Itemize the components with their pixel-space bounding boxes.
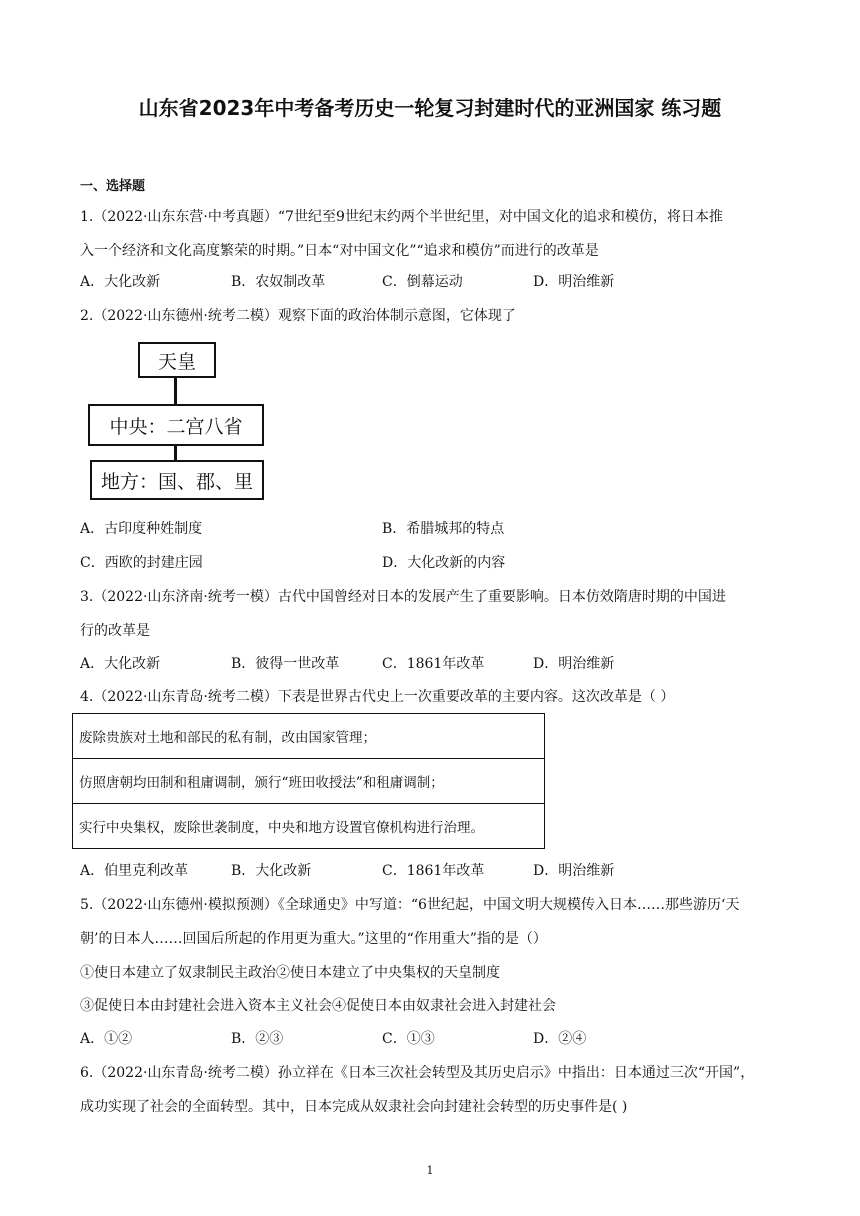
table-cell: 废除贵族对土地和部民的私有制，改由国家管理； xyxy=(73,714,545,759)
q2-option-b[interactable]: B．希腊城邦的特点 xyxy=(382,521,505,537)
table-row xyxy=(73,804,545,849)
q5-statement-line2: ③促使日本由封建社会进入资本主义社会④促使日本由奴隶社会进入封建社会 xyxy=(80,998,556,1014)
reform-content-table xyxy=(72,713,545,849)
q3-option-d[interactable]: D．明治维新 xyxy=(533,656,615,672)
q6-stem-line2: 成功实现了社会的全面转型。其中，日本完成从奴隶社会向封建社会转型的历史事件是( ) xyxy=(80,1099,628,1115)
q3-stem-line2: 行的改革是 xyxy=(80,623,150,639)
q4-option-c[interactable]: C．1861年改革 xyxy=(382,863,485,879)
diagram-connector xyxy=(174,376,177,406)
table-row xyxy=(73,759,545,804)
q5-stem-line2: 朝’的日本人……回国后所起的作用更为重大。”这里的“作用重大”指的是（） xyxy=(80,931,547,947)
table-cell: 仿照唐朝均田制和租庸调制，颁行“班田收授法”和租庸调制； xyxy=(73,759,545,804)
q5-statement-line1: ①使日本建立了奴隶制民主政治②使日本建立了中央集权的天皇制度 xyxy=(80,965,500,981)
q5-option-c[interactable]: C．①③ xyxy=(382,1031,435,1047)
q4-stem-line1: 4.（2022·山东青岛·统考二模）下表是世界古代史上一次重要改革的主要内容。这次改革是（ ） xyxy=(80,689,675,705)
q3-option-b[interactable]: B．彼得一世改革 xyxy=(231,656,340,672)
diagram-box-emperor: 天皇 xyxy=(138,342,216,378)
page-number: 1 xyxy=(426,1164,434,1177)
q5-option-a[interactable]: A．①② xyxy=(80,1031,133,1047)
diagram-box-central: 中央：二宫八省 xyxy=(88,404,264,446)
q1-stem-line1: 1.（2022·山东东营·中考真题）“7世纪至9世纪末约两个半世纪里，对中国文化的追求和模仿，将日本推 xyxy=(80,209,723,225)
q1-stem-line2: 入一个经济和文化高度繁荣的时期。”日本“对中国文化”“追求和模仿”而进行的改革是 xyxy=(80,243,599,259)
q5-option-d[interactable]: D．②④ xyxy=(533,1031,587,1047)
page-title: 山东省2023年中考备考历史一轮复习封建时代的亚洲国家 练习题 xyxy=(138,96,722,120)
q1-option-c[interactable]: C．倒幕运动 xyxy=(382,274,463,290)
q2-option-d[interactable]: D．大化改新的内容 xyxy=(382,555,506,571)
q6-stem-line1: 6.（2022·山东青岛·统考二模）孙立祥在《日本三次社会转型及其历史启示》中指出：日本通过三次“开国”， xyxy=(80,1065,755,1081)
q5-option-b[interactable]: B．②③ xyxy=(231,1031,284,1047)
q3-stem-line1: 3.（2022·山东济南·统考一模）古代中国曾经对日本的发展产生了重要影响。日本仿效隋唐时期的中国进 xyxy=(80,589,726,605)
q4-option-a[interactable]: A．伯里克利改革 xyxy=(80,863,189,879)
q1-option-a[interactable]: A．大化改新 xyxy=(80,274,161,290)
q3-option-c[interactable]: C．1861年改革 xyxy=(382,656,485,672)
q4-option-b[interactable]: B．大化改新 xyxy=(231,863,312,879)
section-heading: 一、选择题 xyxy=(80,179,146,194)
q5-stem-line1: 5.（2022·山东德州·模拟预测）《全球通史》中写道：“6世纪起，中国文明大规模传入日本……那些游历‘天 xyxy=(80,897,740,913)
table-cell: 实行中央集权，废除世袭制度，中央和地方设置官僚机构进行治理。 xyxy=(73,804,545,849)
table-row xyxy=(73,714,545,759)
q4-option-d[interactable]: D．明治维新 xyxy=(533,863,615,879)
political-system-diagram xyxy=(82,338,272,503)
q2-option-c[interactable]: C．西欧的封建庄园 xyxy=(80,555,203,571)
q1-option-d[interactable]: D．明治维新 xyxy=(533,274,615,290)
q2-stem-line1: 2.（2022·山东德州·统考二模）观察下面的政治体制示意图，它体现了 xyxy=(80,308,516,324)
q3-option-a[interactable]: A．大化改新 xyxy=(80,656,161,672)
diagram-box-local: 地方：国、郡、里 xyxy=(90,460,264,500)
q1-option-b[interactable]: B．农奴制改革 xyxy=(231,274,326,290)
q2-option-a[interactable]: A．古印度种姓制度 xyxy=(80,521,203,537)
